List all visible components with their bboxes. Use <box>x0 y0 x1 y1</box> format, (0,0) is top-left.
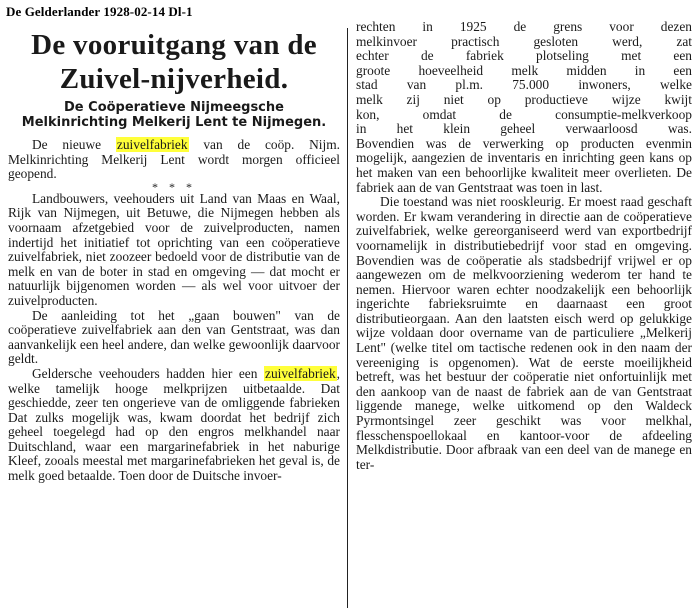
text-line: groote hoeveelheid melk midden in een <box>356 62 692 78</box>
article-headline <box>8 28 340 96</box>
left-column <box>8 26 340 484</box>
paragraph-toestand: Die toestand was niet rooskleurig. Er moest raad geschaft worden. Er kwam verandering in directie aan de coöperatieve zuivelfabriek, welke gereorganiseerd werd van exportbedrijf voornamelijk in distributiebedrijf voor stad en omgeving. Bovendien was de coöperatie als stadsbedrijf vrijwel er op aangewezen om de melkvoorziening wederom ter hand te nemen. Hiervoor waren echter noodzakelijk een behoorlijk ingerichte fabrieksruimte en daarnaast een groot distributieorgaan. Aan den laatsten eisch werd op gelukkige wijze voldaan door overname van de particuliere „Melkerij Lent" (welke titel om tactische redenen ook in den naam der vereeniging is opgenomen). Wat de eerste moeilijkheid betreft, was het bestuur der coöperatie niet onfortuinlijk met den aankoop van de naast de fabriek aan de van Gentstraat liggende manege, welke uitkomend op den Waldeck Pyrmontsingel zeer geschikt was voor melkhal, flesschenspoellokaal en kantoor-voor de afdeeling Melkdistributie. Door afbraak van een deel van de manege en ter- <box>356 194 692 472</box>
paragraph-landbouwers: Landbouwers, veehouders uit Land van Maas en Waal, Rijk van Nijmegen, uit Betuwe, die Nijmegen hebben als voornaam afzetgebied voor de zuivelproducten, namen indertijd het initiatief tot oprichting van een coöperatieve zuivelfabriek, niet zoozeer bedoeld voor de distributie van de melk en van de boter in stad en omgeving — dat mocht er natuurlijk bijgenomen worden — als wel voor uitvoer der zuivelproducten. <box>8 190 340 308</box>
text-remainder: Bovendien was de verwerking op producten evenmin mogelijk, aangezien de inventaris en inrichting geen kans op het maken van een behoorlijke kwaliteit meer overlieten. De fabriek aan de van Gentstraat was toen in last. <box>356 135 692 195</box>
article-subheading: De Coöperatieve Nijmeegsche Melkinrichting Melkerij Lent te Nijmegen. <box>21 100 327 130</box>
text-line: melkinvoer practisch gesloten werd, zat <box>356 33 692 49</box>
highlight-zuivelfabriek-2: zuivelfabriek <box>265 365 336 381</box>
text-line: stad van pl.m. 75.000 inwoners, welke <box>356 77 692 93</box>
text-line: rechten in 1925 de grens voor dezen <box>356 19 692 34</box>
lead-text-end: van de coöp. Nijm. Melkinrichting Melkerij Lent wordt morgen officieel geopend. <box>8 137 340 182</box>
veehouders-text-end: , welke tamelijk hooge melkprijzen uitbetaalde. Dat geschiedde, zeer ten ongerieve van de omliggende fabrieken Dat zulks mogelijk was, kwam doordat het bedrijf zich geheel toegelegd had op den engros melkhandel naar Duitschland, waar een margarinefabriek in het naburige Kleef, zooals meestal met margarinefabrieken het geval is, de melk goed betaalde. Toen door de Duitsche invoer- <box>8 365 340 484</box>
text-line: kon, omdat de consumptie-melkverkoop <box>356 106 692 122</box>
text-line: in het klein geheel verwaarloosd was. <box>356 121 692 137</box>
paragraph-veehouders <box>8 367 340 484</box>
text-line: melk zij niet op productieve wijze kwijt <box>356 91 692 107</box>
right-column <box>356 20 692 472</box>
newspaper-source-label: De Gelderlander 1928-02-14 Dl-1 <box>6 4 193 19</box>
text-line: echter de fabriek plotseling met een <box>356 48 692 64</box>
lead-paragraph <box>8 138 340 182</box>
paragraph-invoerrechten <box>356 20 692 195</box>
section-asterisks: * * * <box>152 179 196 194</box>
headline-line-2: Zuivel-nijverheid. <box>59 63 289 95</box>
highlight-zuivelfabriek: zuivelfabriek <box>116 137 188 152</box>
headline-line-1: De vooruitgang van de <box>31 29 317 61</box>
column-divider <box>347 28 348 608</box>
lead-text-start: De nieuwe <box>32 137 116 152</box>
veehouders-text-start: Geldersche veehouders hadden hier een <box>32 365 264 381</box>
paragraph-aanleiding: De aanleiding tot het „gaan bouwen" van de coöperatieve zuivelfabriek aan den van Gentstraat, was dan aanvankelijk een heel andere, dan welke gewoonlijk daarvoor geldt. <box>8 307 340 367</box>
